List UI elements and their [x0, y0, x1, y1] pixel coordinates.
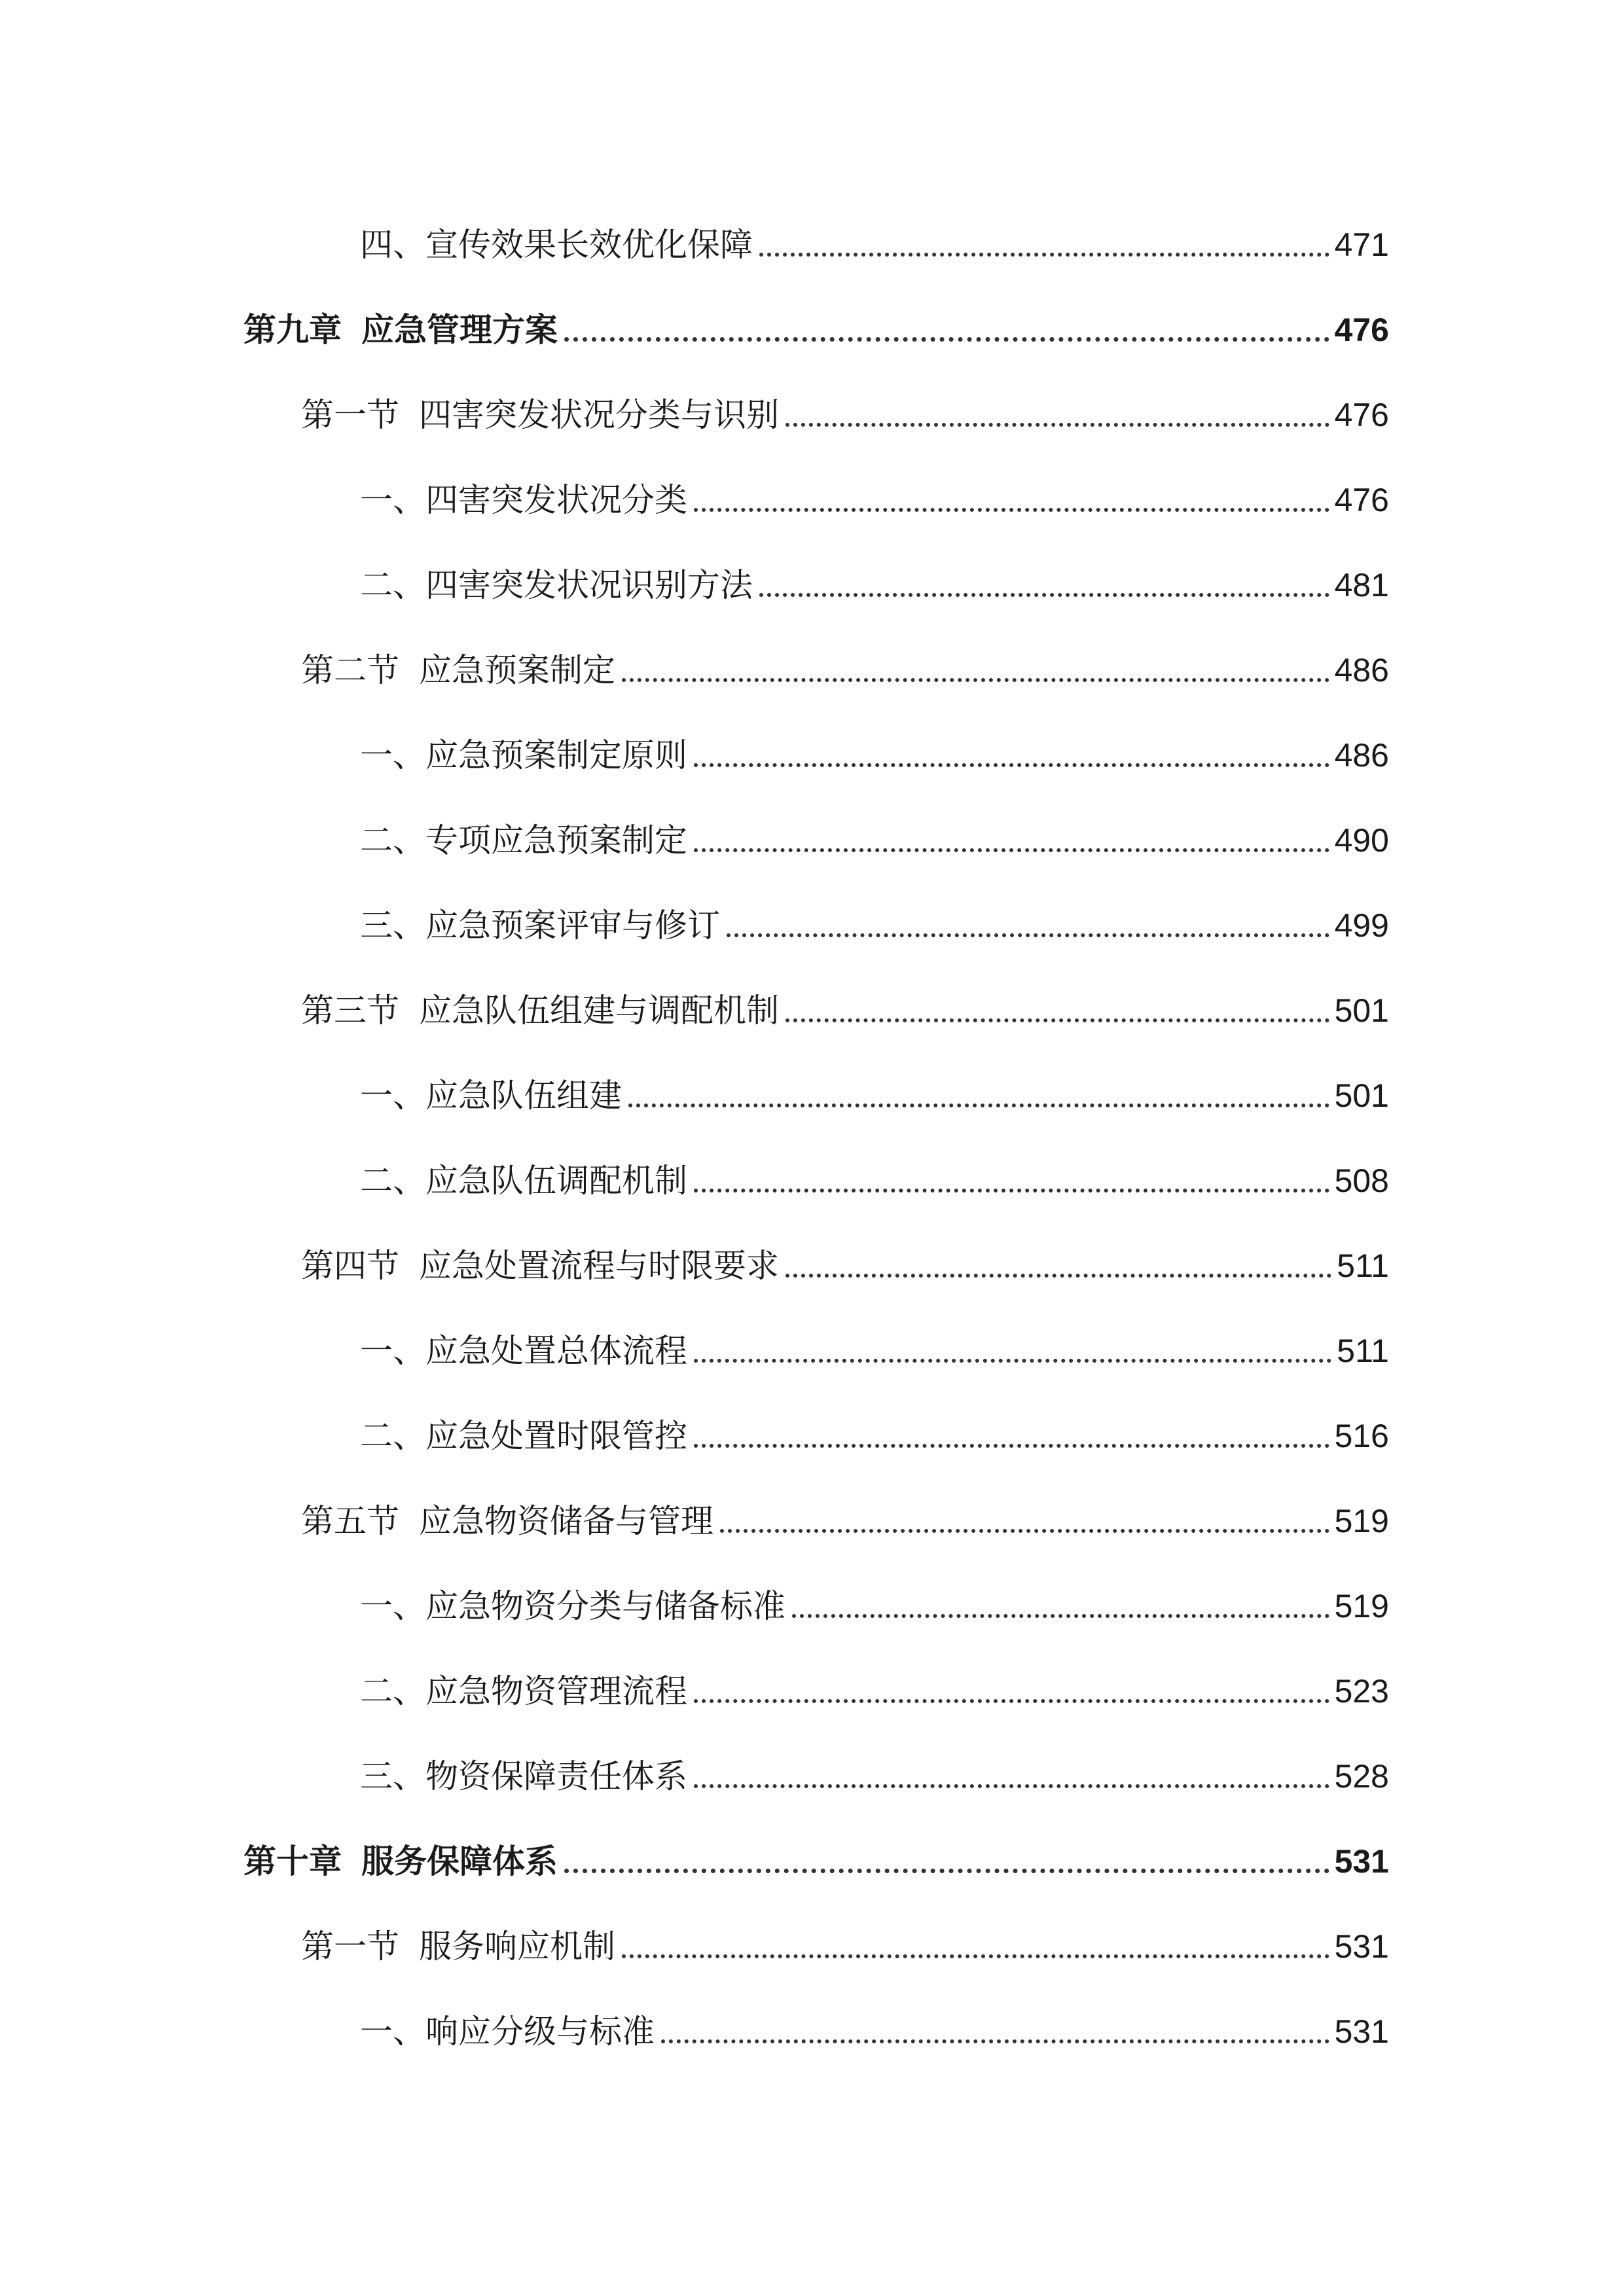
toc-entry-number: 一、 — [360, 1587, 425, 1625]
dot-leader — [622, 678, 1329, 682]
toc-entry-number: 三、 — [360, 906, 425, 944]
toc-entry-title: 四害突发状况分类 — [425, 481, 687, 519]
toc-entry-number: 第二节 — [301, 651, 399, 689]
toc-entry-title: 应急物资管理流程 — [425, 1672, 687, 1710]
toc-entry-page: 528 — [1334, 1758, 1389, 1795]
toc-entry-title: 应急处置时限管控 — [425, 1417, 687, 1455]
toc-entry-title: 应急队伍调配机制 — [425, 1162, 687, 1200]
toc-entry-title: 应急管理方案 — [361, 311, 558, 349]
toc-entry-number: 二、 — [360, 1417, 425, 1455]
toc-entry-page: 490 — [1334, 822, 1389, 859]
dot-leader — [785, 423, 1329, 427]
toc-entry-page: 511 — [1337, 1333, 1389, 1369]
toc-entry-chapter[interactable] — [244, 297, 1389, 350]
toc-entry[interactable] — [360, 1999, 1389, 2051]
toc-entry-number: 第十章 — [244, 1842, 342, 1880]
toc-entry-page: 486 — [1334, 652, 1389, 689]
toc-entry-title: 服务保障体系 — [361, 1842, 558, 1880]
toc-entry-title: 四害突发状况识别方法 — [425, 566, 753, 604]
toc-entry-title: 应急队伍组建 — [425, 1077, 622, 1115]
toc-entry-page: 519 — [1334, 1588, 1389, 1624]
toc-entry[interactable] — [360, 1148, 1389, 1200]
toc-entry-title: 响应分级与标准 — [425, 2013, 655, 2051]
toc-entry[interactable] — [360, 1573, 1389, 1626]
toc-entry-section[interactable] — [301, 637, 1389, 690]
dot-leader — [628, 1103, 1329, 1107]
toc-entry-number: 一、 — [360, 2013, 425, 2051]
toc-entry-title: 专项应急预案制定 — [425, 821, 687, 859]
toc-entry-number: 二、 — [360, 1672, 425, 1710]
toc-entry-section[interactable] — [301, 1233, 1389, 1285]
toc-entry-page: 501 — [1334, 1077, 1389, 1114]
dot-leader — [694, 1444, 1329, 1448]
toc-entry-title: 应急处置总体流程 — [425, 1332, 687, 1370]
toc-entry[interactable] — [360, 552, 1389, 605]
toc-entry-title: 应急预案评审与修订 — [425, 906, 720, 944]
toc-entry-number: 一、 — [360, 736, 425, 774]
toc-entry[interactable] — [360, 723, 1389, 775]
toc-entry-title: 应急物资分类与储备标准 — [425, 1587, 785, 1625]
toc-entry[interactable] — [360, 212, 1389, 264]
toc-entry[interactable] — [360, 1659, 1389, 1711]
dot-leader — [661, 2039, 1329, 2043]
toc-entry-section[interactable] — [301, 1488, 1389, 1541]
toc-entry-title: 服务响应机制 — [419, 1928, 615, 1965]
toc-entry-title: 应急预案制定原则 — [425, 736, 687, 774]
toc-entry-section[interactable] — [301, 978, 1389, 1030]
toc-entry-number: 第九章 — [244, 311, 342, 349]
dot-leader — [694, 848, 1329, 852]
toc-entry-page: 531 — [1334, 2013, 1389, 2050]
dot-leader — [694, 1359, 1331, 1363]
toc-entry-page: 481 — [1334, 567, 1389, 603]
toc-entry-page: 516 — [1334, 1418, 1389, 1454]
toc-entry-number: 四、 — [360, 226, 425, 264]
toc-entry[interactable] — [360, 1063, 1389, 1115]
toc-entry-page: 508 — [1334, 1162, 1389, 1199]
toc-entry-number: 二、 — [360, 566, 425, 604]
toc-entry-number: 第一节 — [301, 1928, 399, 1965]
toc-entry[interactable] — [360, 808, 1389, 860]
toc-entry-number: 一、 — [360, 1332, 425, 1370]
dot-leader — [564, 337, 1329, 342]
toc-entry-number: 三、 — [360, 1757, 425, 1795]
dot-leader — [694, 763, 1329, 767]
toc-entry-number: 二、 — [360, 1162, 425, 1200]
toc-entry-page: 476 — [1334, 312, 1389, 348]
dot-leader — [720, 1529, 1329, 1533]
toc-entry-number: 第一节 — [301, 396, 399, 434]
toc-entry-title: 应急处置流程与时限要求 — [419, 1247, 779, 1285]
toc-entry[interactable] — [360, 893, 1389, 945]
toc-entry-page: 531 — [1334, 1928, 1389, 1965]
dot-leader — [694, 1699, 1329, 1703]
toc-entry-number: 二、 — [360, 821, 425, 859]
dot-leader — [727, 933, 1329, 937]
toc-entry-number: 一、 — [360, 481, 425, 519]
dot-leader — [694, 508, 1329, 512]
toc-entry[interactable] — [360, 1318, 1389, 1371]
toc-entry-section[interactable] — [301, 1914, 1389, 1966]
toc-entry-section[interactable] — [301, 382, 1389, 435]
toc-entry-chapter[interactable] — [244, 1829, 1389, 1881]
toc-entry-number: 一、 — [360, 1077, 425, 1115]
dot-leader — [759, 593, 1329, 597]
toc-entry-number: 第五节 — [301, 1502, 399, 1540]
toc-entry-page: 519 — [1334, 1503, 1389, 1539]
dot-leader — [792, 1614, 1329, 1618]
toc-entry-number: 第三节 — [301, 992, 399, 1030]
dot-leader — [564, 1869, 1329, 1873]
dot-leader — [694, 1784, 1329, 1788]
toc-entry-page: 523 — [1334, 1673, 1389, 1710]
toc-entry-title: 宣传效果长效优化保障 — [425, 226, 753, 264]
dot-leader — [622, 1954, 1329, 1958]
toc-entry-title: 应急队伍组建与调配机制 — [419, 992, 779, 1030]
toc-entry-page: 511 — [1337, 1247, 1389, 1284]
toc-entry-page: 486 — [1334, 737, 1389, 774]
toc-entry-page: 501 — [1334, 992, 1389, 1029]
toc-entry-title: 应急预案制定 — [419, 651, 615, 689]
toc-entry-page: 499 — [1334, 907, 1389, 944]
toc-entry-title: 物资保障责任体系 — [425, 1757, 687, 1795]
toc-entry[interactable] — [360, 1744, 1389, 1796]
dot-leader — [694, 1189, 1329, 1193]
toc-entry-page: 476 — [1334, 397, 1389, 433]
dot-leader — [759, 253, 1329, 257]
toc-entry-title: 应急物资储备与管理 — [419, 1502, 713, 1540]
toc-entry-page: 471 — [1334, 226, 1389, 263]
dot-leader — [785, 1274, 1331, 1278]
dot-leader — [785, 1018, 1329, 1022]
toc-entry-page: 476 — [1334, 482, 1389, 518]
toc-entry-number: 第四节 — [301, 1247, 399, 1285]
toc-entry-page: 531 — [1334, 1843, 1389, 1880]
toc-entry[interactable] — [360, 1403, 1389, 1456]
toc-entry[interactable] — [360, 467, 1389, 520]
toc-entry-title: 四害突发状况分类与识别 — [419, 396, 779, 434]
